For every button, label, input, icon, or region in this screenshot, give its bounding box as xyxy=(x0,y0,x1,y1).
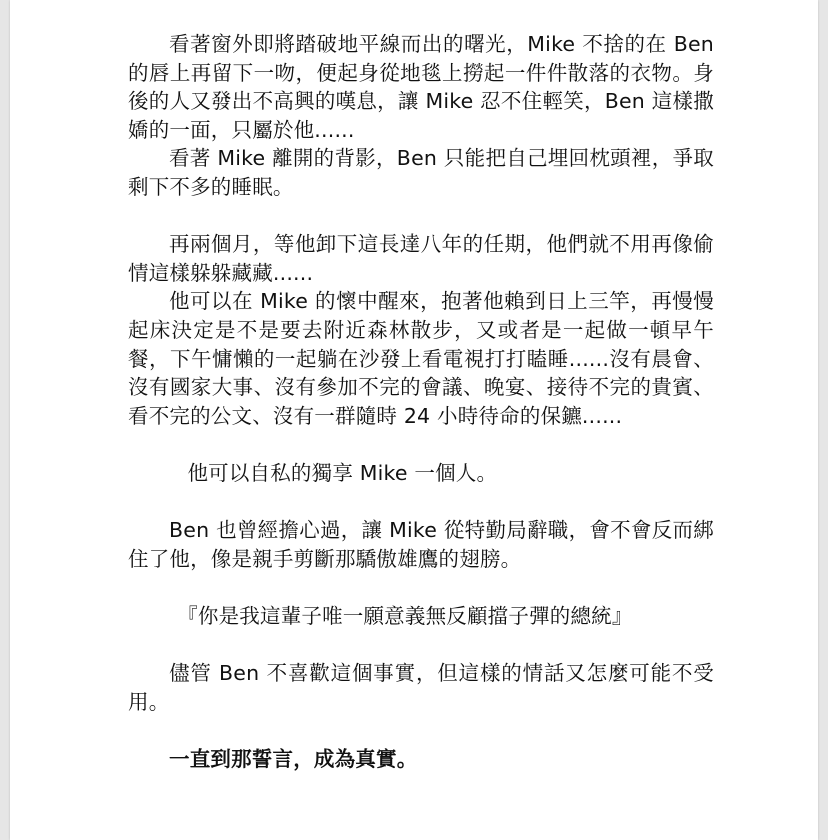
story-text xyxy=(128,30,714,773)
blank-line xyxy=(128,202,714,231)
paragraph-two-months: 再兩個月，等他卸下這長達八年的任期，他們就不用再像偷情這樣躲躲藏藏...... xyxy=(128,232,714,285)
paragraph-oath-bold: 一直到那誓言，成為真實。 xyxy=(169,746,418,771)
paragraph-worry: Ben 也曾經擔心過，讓 Mike 從特勤局辭職，會不會反而綁住了他，像是親手剪斷那驕傲雄鷹的翅膀。 xyxy=(128,518,714,571)
blank-line xyxy=(128,573,714,602)
blank-line xyxy=(128,716,714,745)
document-page xyxy=(10,0,818,840)
blank-line xyxy=(128,630,714,659)
blank-line xyxy=(128,430,714,459)
paragraph-dawn-farewell: 看著窗外即將踏破地平線而出的曙光，Mike 不捨的在 Ben 的唇上再留下一吻，便起身從地毯上撈起一件件散落的衣物。身後的人又發出不高興的嘆息，讓 Mike 忍不住輕笑，Ben 這樣撒嬌的一面，只屬於他...... xyxy=(128,32,714,142)
quote-line: 『你是我這輩子唯一願意義無反顧擋子彈的總統』 xyxy=(177,603,633,628)
paragraph-ben-sleeps: 看著 Mike 離開的背影，Ben 只能把自己埋回枕頭裡，爭取剩下不多的睡眠。 xyxy=(128,146,714,199)
paragraph-future-life: 他可以在 Mike 的懷中醒來，抱著他賴到日上三竿，再慢慢起床決定是不是要去附近森林散步，又或者是一起做一頓早午餐，下午慵懶的一起躺在沙發上看電視打打瞌睡......沒有晨會、沒有國家大事、沒有參加不完的會議、晚宴、接待不完的貴賓、看不完的公文、沒有一群隨時 24 小時待命的保鑣...... xyxy=(128,289,714,428)
blank-line xyxy=(128,488,714,517)
paragraph-despite: 儘管 Ben 不喜歡這個事實，但這樣的情話又怎麼可能不受用。 xyxy=(128,661,714,714)
paragraph-selfish: 他可以自私的獨享 Mike 一個人。 xyxy=(187,460,498,485)
